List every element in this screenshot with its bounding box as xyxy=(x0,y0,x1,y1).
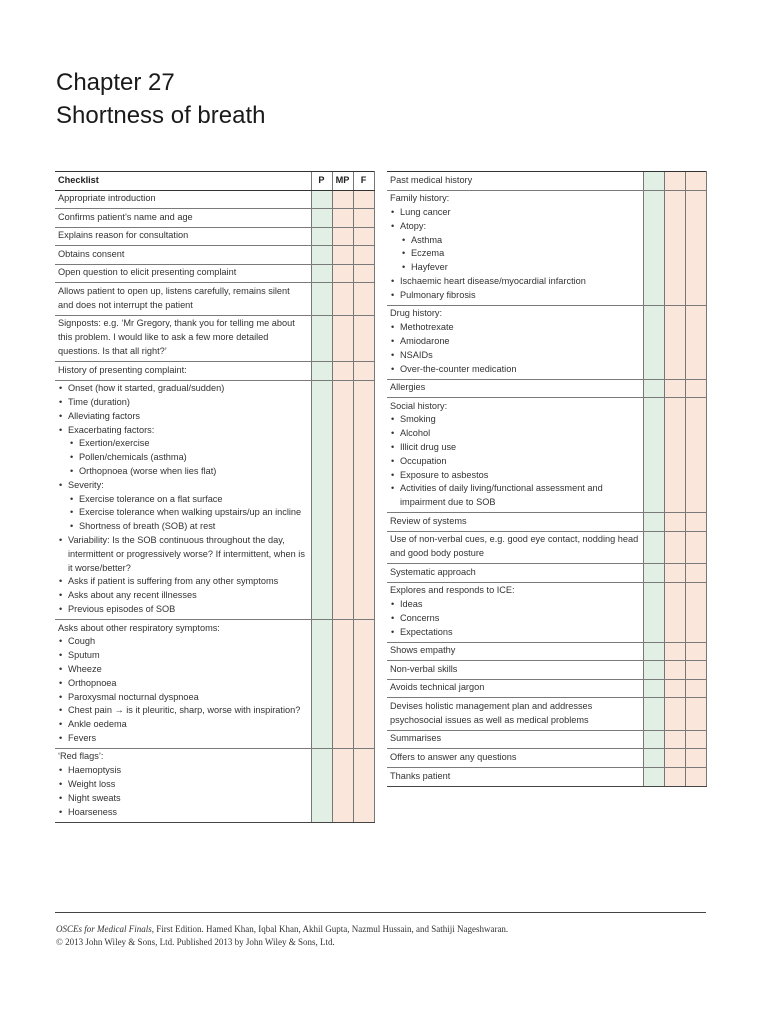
checklist-bullet: • Exposure to asbestos xyxy=(390,469,640,483)
checklist-item-cell xyxy=(387,172,643,191)
fail-mark-cell[interactable] xyxy=(685,642,706,661)
checklist-item-text: Family history: xyxy=(390,193,450,204)
chapter-number: Chapter 27 xyxy=(56,69,175,96)
pass-mark-cell[interactable] xyxy=(643,379,664,398)
checklist-item-cell xyxy=(55,315,311,361)
checklist-item-cell xyxy=(55,748,311,822)
fail-mark-cell[interactable] xyxy=(353,264,374,283)
pass-mark-cell[interactable] xyxy=(643,730,664,749)
pass-mark-cell[interactable] xyxy=(643,768,664,787)
checklist-header-label: Checklist xyxy=(55,172,311,191)
checklist-row xyxy=(55,264,374,283)
checklist-right-body xyxy=(387,172,706,787)
marginal-pass-mark-cell[interactable] xyxy=(332,190,353,209)
marginal-pass-mark-cell[interactable] xyxy=(664,564,685,583)
fail-mark-cell[interactable] xyxy=(685,749,706,768)
fail-mark-cell[interactable] xyxy=(353,748,374,822)
checklist-row xyxy=(387,768,706,787)
checklist-item-text: Past medical history xyxy=(390,174,473,185)
checklist-row xyxy=(387,513,706,532)
pass-mark-cell[interactable] xyxy=(643,642,664,661)
checklist-bullet: • Chest pain → is it pleuritic, sharp, worse with inspiration? xyxy=(58,704,308,718)
checklist-item-text: Social history: xyxy=(390,400,448,411)
marginal-pass-mark-cell[interactable] xyxy=(332,264,353,283)
marginal-pass-mark-cell[interactable] xyxy=(664,398,685,513)
checklist-bullet: • Lung cancer xyxy=(390,206,640,220)
pass-mark-cell[interactable] xyxy=(643,661,664,680)
checklist-row xyxy=(387,661,706,680)
checklist-bullet: • Atopy: xyxy=(390,220,640,234)
pass-mark-cell[interactable] xyxy=(643,531,664,563)
checklist-item-cell xyxy=(387,305,643,379)
checklist-item-cell xyxy=(55,190,311,209)
checklist-row xyxy=(387,749,706,768)
checklist-sub-bullet: • Pollen/chemicals (asthma) xyxy=(58,451,308,465)
checklist-item-cell xyxy=(387,698,643,730)
checklist-item-text: Explores and responds to ICE: xyxy=(390,585,515,596)
checklist-table-right xyxy=(387,171,707,787)
checklist-item-text: Offers to answer any questions xyxy=(390,752,517,763)
fail-mark-cell[interactable] xyxy=(685,564,706,583)
checklist-item-cell xyxy=(387,679,643,698)
fail-mark-cell[interactable] xyxy=(353,227,374,246)
checklist-item-text: Drug history: xyxy=(390,308,443,319)
book-title: OSCEs for Medical Finals xyxy=(56,924,152,934)
checklist-row xyxy=(55,315,374,361)
checklist-bullet: • Ischaemic heart disease/myocardial infarction xyxy=(390,275,640,289)
fail-mark-cell[interactable] xyxy=(685,661,706,680)
fail-mark-cell[interactable] xyxy=(685,582,706,642)
checklist-item-cell xyxy=(387,190,643,305)
checklist-bullet: • Pulmonary fibrosis xyxy=(390,289,640,303)
checklist-bullet: • Variability: Is the SOB continuous throughout the day, intermittent or progressively worse? If intermittent, when is it worse/better? xyxy=(58,534,308,575)
checklist-row xyxy=(387,730,706,749)
checklist-row xyxy=(387,531,706,563)
checklist-table-left xyxy=(55,171,375,823)
checklist-bullet: • Sputum xyxy=(58,649,308,663)
fail-mark-cell[interactable] xyxy=(685,513,706,532)
pass-mark-cell[interactable] xyxy=(643,398,664,513)
checklist-item-text: Appropriate introduction xyxy=(58,193,156,204)
marginal-pass-mark-cell[interactable] xyxy=(664,531,685,563)
pass-mark-cell[interactable] xyxy=(643,679,664,698)
fail-mark-cell[interactable] xyxy=(685,531,706,563)
fail-mark-cell[interactable] xyxy=(685,305,706,379)
checklist-item-text: Asks about other respiratory symptoms: xyxy=(58,622,220,633)
checklist-sub-bullet: • Exercise tolerance on a flat surface xyxy=(58,493,308,507)
checklist-item-text: ‘Red flags’: xyxy=(58,751,104,762)
checklist-row xyxy=(387,564,706,583)
checklist-bullet: • Alcohol xyxy=(390,427,640,441)
fail-mark-cell[interactable] xyxy=(353,315,374,361)
marginal-pass-mark-cell[interactable] xyxy=(332,380,353,619)
checklist-item-cell xyxy=(387,379,643,398)
checklist-bullet: • Alleviating factors xyxy=(58,410,308,424)
pass-mark-cell[interactable] xyxy=(311,209,332,228)
checklist-item-text: Review of systems xyxy=(390,515,467,526)
fail-mark-cell[interactable] xyxy=(685,768,706,787)
checklist-item-cell xyxy=(387,749,643,768)
pass-mark-cell[interactable] xyxy=(311,380,332,619)
marginal-pass-mark-cell[interactable] xyxy=(664,172,685,191)
checklist-item-cell xyxy=(55,264,311,283)
checklist-item-text: Non-verbal skills xyxy=(390,663,458,674)
checklist-sub-bullet: • Eczema xyxy=(390,247,640,261)
citation-text: , First Edition. Hamed Khan, Iqbal Khan, Akhil Gupta, Nazmul Hussain, and Sathiji Nageshwaran. xyxy=(151,924,509,934)
marginal-pass-mark-cell[interactable] xyxy=(332,315,353,361)
checklist-row xyxy=(55,190,374,209)
checklist-bullet: • Activities of daily living/functional assessment and impairment due to SOB xyxy=(390,482,640,510)
marginal-pass-mark-cell[interactable] xyxy=(332,748,353,822)
marginal-pass-mark-cell[interactable] xyxy=(332,362,353,381)
checklist-item-text: Explains reason for consultation xyxy=(58,230,189,241)
checklist-item-text: Allows patient to open up, listens carefully, remains silent and does not interrupt the patient xyxy=(58,286,290,310)
copyright-text: © 2013 John Wiley & Sons, Ltd. Published 2013 by John Wiley & Sons, Ltd. xyxy=(56,936,335,947)
checklist-bullet: • NSAIDs xyxy=(390,349,640,363)
pass-mark-cell[interactable] xyxy=(643,305,664,379)
checklist-item-text: Obtains consent xyxy=(58,248,125,259)
checklist-bullet: • Smoking xyxy=(390,413,640,427)
checklist-sub-bullet: • Hayfever xyxy=(390,261,640,275)
fail-mark-cell[interactable] xyxy=(353,619,374,748)
checklist-bullet: • Severity: xyxy=(58,479,308,493)
checklist-row xyxy=(387,190,706,305)
checklist-bullet: • Time (duration) xyxy=(58,396,308,410)
marginal-pass-mark-cell[interactable] xyxy=(332,209,353,228)
checklist-item-text: Shows empathy xyxy=(390,645,456,656)
checklist-item-text: Use of non-verbal cues, e.g. good eye contact, nodding head and good body posture xyxy=(390,534,639,559)
checklist-row xyxy=(55,748,374,822)
checklist-item-cell xyxy=(387,582,643,642)
checklist-bullet: • Wheeze xyxy=(58,663,308,677)
checklist-bullet-list xyxy=(390,321,640,376)
checklist-item-cell xyxy=(387,398,643,513)
checklist-bullet: • Ankle oedema xyxy=(58,718,308,732)
checklist-bullet: • Methotrexate xyxy=(390,321,640,335)
checklist-bullet: • Over-the-counter medication xyxy=(390,363,640,377)
checklist-bullet: • Asks about any recent illnesses xyxy=(58,589,308,603)
marginal-pass-mark-cell[interactable] xyxy=(664,698,685,730)
checklist-item-text: Signposts: e.g. ‘Mr Gregory, thank you for telling me about this problem. I would like to ask a few more detailed questions. Is that all right?’ xyxy=(58,318,295,357)
pass-mark-cell[interactable] xyxy=(311,362,332,381)
header-f: F xyxy=(353,172,374,191)
header-p: P xyxy=(311,172,332,191)
pass-mark-cell[interactable] xyxy=(311,283,332,315)
checklist-item-cell xyxy=(387,513,643,532)
checklist-item-cell xyxy=(55,362,311,381)
marginal-pass-mark-cell[interactable] xyxy=(664,679,685,698)
checklist-bullet: • Weight loss xyxy=(58,778,308,792)
checklist-bullet: • Illicit drug use xyxy=(390,441,640,455)
fail-mark-cell[interactable] xyxy=(685,172,706,191)
checklist-row xyxy=(55,283,374,315)
pass-mark-cell[interactable] xyxy=(643,172,664,191)
checklist-row xyxy=(55,246,374,265)
checklist-item-text: Systematic approach xyxy=(390,566,476,577)
checklist-item-text: Confirms patient’s name and age xyxy=(58,211,193,222)
footer-citation xyxy=(56,923,508,948)
checklist-item-text: Thanks patient xyxy=(390,770,451,781)
header-mp: MP xyxy=(332,172,353,191)
checklist-row xyxy=(387,172,706,191)
page-title xyxy=(56,66,265,132)
checklist-bullet: • Concerns xyxy=(390,612,640,626)
marginal-pass-mark-cell[interactable] xyxy=(664,730,685,749)
checklist-item-cell xyxy=(387,730,643,749)
checklist-bullet: • Fevers xyxy=(58,732,308,746)
marginal-pass-mark-cell[interactable] xyxy=(664,513,685,532)
checklist-item-text: Open question to elicit presenting complaint xyxy=(58,267,237,278)
checklist-item-cell xyxy=(55,380,311,619)
checklist-item-cell xyxy=(387,642,643,661)
pass-mark-cell[interactable] xyxy=(643,749,664,768)
checklist-item-cell xyxy=(387,661,643,680)
checklist-bullet-list xyxy=(390,206,640,303)
checklist-item-text: Avoids technical jargon xyxy=(390,682,485,693)
checklist-item-cell xyxy=(387,768,643,787)
checklist-item-cell xyxy=(55,209,311,228)
checklist-row xyxy=(387,698,706,730)
checklist-item-cell xyxy=(387,564,643,583)
checklist-sub-bullet: • Exercise tolerance when walking upstairs/up an incline xyxy=(58,506,308,520)
marginal-pass-mark-cell[interactable] xyxy=(664,305,685,379)
pass-mark-cell[interactable] xyxy=(643,190,664,305)
pass-mark-cell[interactable] xyxy=(643,564,664,583)
checklist-bullet: • Night sweats xyxy=(58,792,308,806)
marginal-pass-mark-cell[interactable] xyxy=(332,283,353,315)
checklist-row xyxy=(387,379,706,398)
checklist-row xyxy=(387,679,706,698)
checklist-bullet: • Amiodarone xyxy=(390,335,640,349)
checklist-row xyxy=(387,398,706,513)
checklist-header-row xyxy=(55,172,374,191)
pass-mark-cell[interactable] xyxy=(311,315,332,361)
fail-mark-cell[interactable] xyxy=(685,679,706,698)
checklist-bullet: • Onset (how it started, gradual/sudden) xyxy=(58,382,308,396)
checklist-bullet: • Cough xyxy=(58,635,308,649)
fail-mark-cell[interactable] xyxy=(353,362,374,381)
pass-mark-cell[interactable] xyxy=(643,698,664,730)
checklist-left-body xyxy=(55,190,374,822)
checklist-bullet: • Hoarseness xyxy=(58,806,308,820)
pass-mark-cell[interactable] xyxy=(311,264,332,283)
checklist-bullet: • Occupation xyxy=(390,455,640,469)
marginal-pass-mark-cell[interactable] xyxy=(332,246,353,265)
checklist-row xyxy=(387,305,706,379)
marginal-pass-mark-cell[interactable] xyxy=(664,749,685,768)
fail-mark-cell[interactable] xyxy=(685,379,706,398)
checklist-bullet: • Expectations xyxy=(390,626,640,640)
checklist-bullet: • Ideas xyxy=(390,598,640,612)
checklist-sub-bullet: • Asthma xyxy=(390,234,640,248)
checklist-bullet: • Paroxysmal nocturnal dyspnoea xyxy=(58,691,308,705)
checklist-item-text: Allergies xyxy=(390,382,426,393)
fail-mark-cell[interactable] xyxy=(353,380,374,619)
marginal-pass-mark-cell[interactable] xyxy=(664,661,685,680)
marginal-pass-mark-cell[interactable] xyxy=(332,619,353,748)
checklist-bullet: • Orthopnoea xyxy=(58,677,308,691)
checklist-row xyxy=(55,380,374,619)
pass-mark-cell[interactable] xyxy=(311,619,332,748)
fail-mark-cell[interactable] xyxy=(685,190,706,305)
fail-mark-cell[interactable] xyxy=(353,190,374,209)
pass-mark-cell[interactable] xyxy=(311,246,332,265)
checklist-row xyxy=(387,582,706,642)
marginal-pass-mark-cell[interactable] xyxy=(664,768,685,787)
chapter-title: Shortness of breath xyxy=(56,102,266,129)
checklist-bullet: • Previous episodes of SOB xyxy=(58,603,308,617)
fail-mark-cell[interactable] xyxy=(685,698,706,730)
fail-mark-cell[interactable] xyxy=(353,283,374,315)
checklist-bullet: • Haemoptysis xyxy=(58,764,308,778)
checklist-bullet: • Asks if patient is suffering from any other symptoms xyxy=(58,575,308,589)
checklist-row xyxy=(55,209,374,228)
checklist-item-text: Summarises xyxy=(390,733,442,744)
checklist-row xyxy=(55,619,374,748)
marginal-pass-mark-cell[interactable] xyxy=(664,582,685,642)
checklist-bullet-list xyxy=(58,764,308,819)
fail-mark-cell[interactable] xyxy=(685,398,706,513)
fail-mark-cell[interactable] xyxy=(685,730,706,749)
checklist-item-cell xyxy=(387,531,643,563)
marginal-pass-mark-cell[interactable] xyxy=(664,642,685,661)
checklist-item-text: Devises holistic management plan and addresses psychosocial issues as well as medical problems xyxy=(390,701,593,725)
checklist-row xyxy=(55,227,374,246)
checklist-sub-bullet: • Orthopnoea (worse when lies flat) xyxy=(58,465,308,479)
pass-mark-cell[interactable] xyxy=(311,748,332,822)
checklist-item-cell xyxy=(55,246,311,265)
pass-mark-cell[interactable] xyxy=(311,227,332,246)
pass-mark-cell[interactable] xyxy=(311,190,332,209)
checklist-row xyxy=(387,642,706,661)
marginal-pass-mark-cell[interactable] xyxy=(664,379,685,398)
marginal-pass-mark-cell[interactable] xyxy=(332,227,353,246)
fail-mark-cell[interactable] xyxy=(353,209,374,228)
checklist-bullet-list xyxy=(58,635,308,745)
checklist-bullet-list xyxy=(390,598,640,639)
checklist-row xyxy=(55,362,374,381)
footer-divider xyxy=(55,912,706,913)
fail-mark-cell[interactable] xyxy=(353,246,374,265)
checklist-sub-bullet: • Shortness of breath (SOB) at rest xyxy=(58,520,308,534)
checklist-item-cell xyxy=(55,283,311,315)
checklist-bullet: • Exacerbating factors: xyxy=(58,424,308,438)
checklist-sub-bullet: • Exertion/exercise xyxy=(58,437,308,451)
checklist-item-text: History of presenting complaint: xyxy=(58,364,187,375)
checklist-bullet-list xyxy=(390,413,640,510)
pass-mark-cell[interactable] xyxy=(643,582,664,642)
checklist-item-cell xyxy=(55,619,311,748)
pass-mark-cell[interactable] xyxy=(643,513,664,532)
marginal-pass-mark-cell[interactable] xyxy=(664,190,685,305)
checklist-item-cell xyxy=(55,227,311,246)
checklist-bullet-list xyxy=(58,382,308,617)
